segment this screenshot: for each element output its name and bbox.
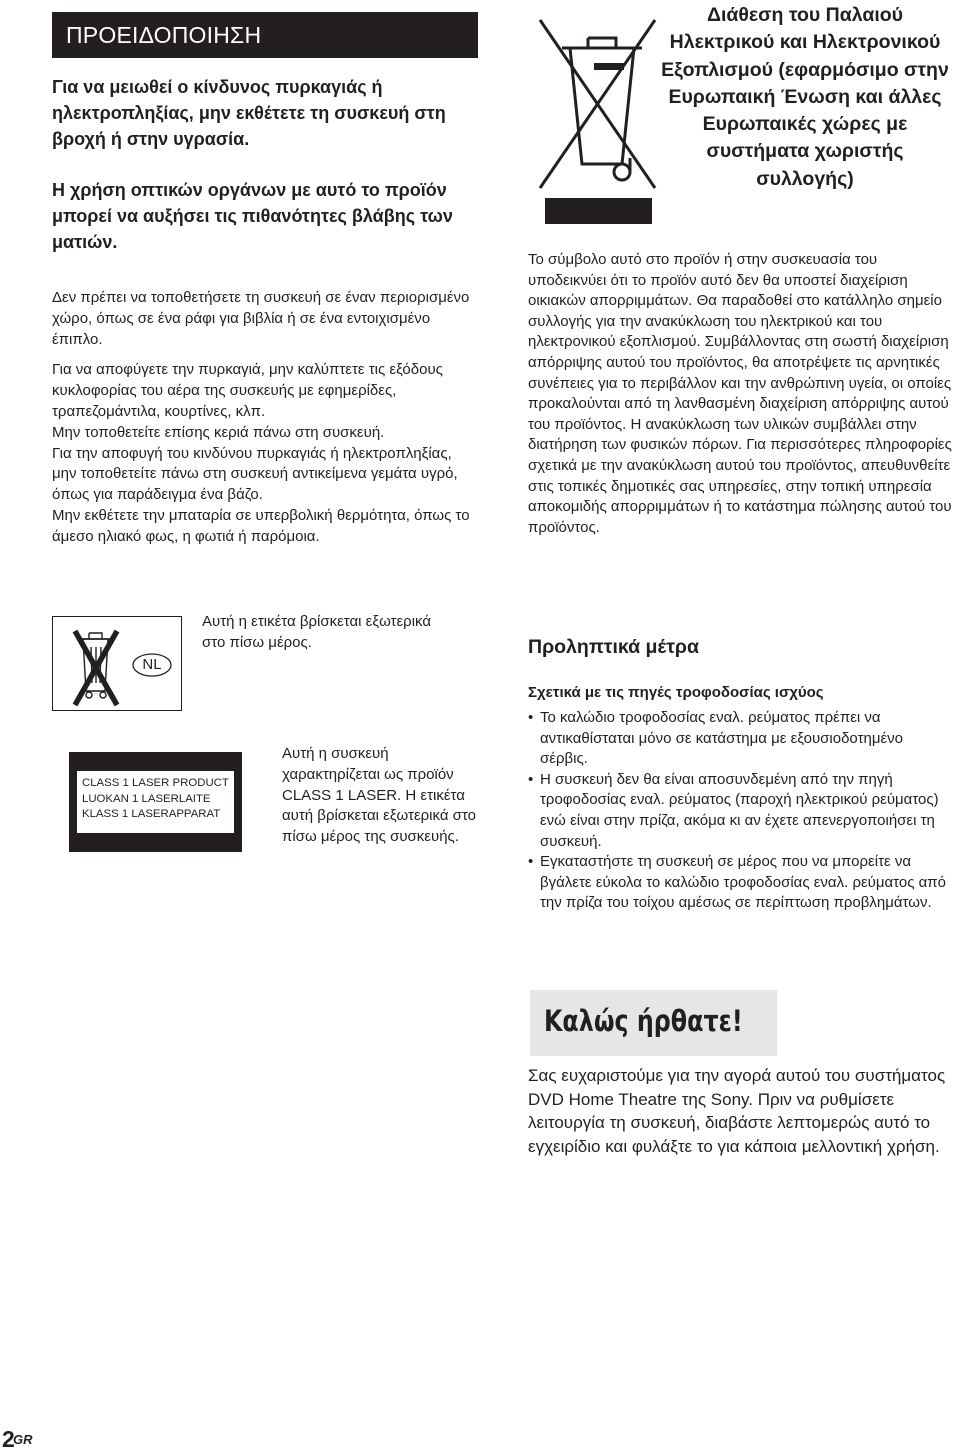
precautions-list <box>528 708 950 914</box>
precautions-title: Προληπτικά μέτρα <box>528 636 699 658</box>
laser-label-line: KLASS 1 LASERAPPARAT <box>82 808 221 820</box>
warning-bold-text <box>52 74 478 255</box>
page-number: 2 <box>2 1426 15 1452</box>
warning-paragraph: Μην τοποθετείτε επίσης κεριά πάνω στη συσκευή. <box>52 423 385 441</box>
precautions-subtitle: Σχετικά με τις πηγές τροφοδοσίας ισχύος <box>528 684 824 701</box>
warning-bold-paragraph: Για να μειωθεί ο κίνδυνος πυρκαγιάς ή ηλεκτροπληξίας, μην εκθέτετε τη συσκευή στη βροχή ή στην υγρασία. <box>52 77 446 149</box>
laser-label <box>69 752 242 852</box>
weee-body: Το σύμβολο αυτό στο προϊόν ή στην συσκευασία του υποδεικνύει ότι το προϊόν αυτό δεν θα υποστεί διαχείριση οικιακών απορριμμάτων. Θα παραδοθεί στο κατάλληλο σημείο συλλογής για την ανακύκλωση του ηλεκτρικού και του ηλεκτρονικού εξοπλισμού. Συμβάλλοντας στη σωστή διαχείριση απόρριψης αυτού του προϊόντος, θα αποτρέψετε τις αρνητικές συνέπειες για το περιβάλλον και την ανθρώπινη υγεία, οι οποίες προκαλούνται από τη λανθασμένη διαχείριση απόρριψης αυτού του προϊόντος. Η ανακύκλωση των υλικών συμβάλλει στην διατήρηση των φυσικών πόρων. Για περισσότερες πληροφορίες σχετικά με την ανακύκλωση αυτού του προϊόντος, απευθυνθείτε στις τοπικές δημοτικές σας υπηρεσίες, στην τοπική υπηρεσία αποκομιδής απορριμμάτων ή το κατάστημα πώλησης αυτού του προϊόντος. <box>528 251 952 536</box>
warning-paragraph: Για να αποφύγετε την πυρκαγιά, μην καλύπτετε τις εξόδους κυκλοφορίας του αέρα της συσκευής με εφημερίδες, τραπεζομάντιλα, κουρτίνες, κλπ. <box>52 361 443 420</box>
warning-paragraph: Μην εκθέτετε την μπαταρία σε υπερβολική θερμότητα, όπως το άμεσο ηλιακό φως, η φωτιά ή παρόμοια. <box>52 506 470 545</box>
laser-label-line: CLASS 1 LASER PRODUCT <box>82 777 229 789</box>
welcome-banner <box>530 990 777 1056</box>
warning-body-text <box>52 288 478 548</box>
page-suffix: GR <box>13 1432 33 1447</box>
list-item: • Η συσκευή δεν θα είναι αποσυνδεμένη από την πηγή τροφοδοσίας εναλ. ρεύματος (παροχή ηλεκτρικού ρεύματος) ενώ είναι στην πρίζα, ακόμα κι αν έχετε απενεργοποιήσει τη συσκευή. <box>528 770 950 852</box>
list-item: • Το καλώδιο τροφοδοσίας εναλ. ρεύματος πρέπει να αντικαθίσταται μόνο σε κατάστημα με εξουσιοδοτημένο σέρβις. <box>528 708 950 770</box>
welcome-body: Σας ευχαριστούμε για την αγορά αυτού του συστήματος DVD Home Theatre της Sony. Πριν να ρυθμίσετε λειτουργία τη συσκευή, διαβάστε λεπτομερώς αυτό το εγχειρίδιο και φυλάξτε το για κάποια μελλοντική χρήση. <box>528 1066 946 1156</box>
laser-label-caption: Αυτή η συσκευή χαρακτηρίζεται ως προϊόν CLASS 1 LASER. Η ετικέτα αυτή βρίσκεται εξωτερικά στο πίσω μέρος της συσκευής. <box>282 745 476 846</box>
battery-label-box <box>52 616 182 711</box>
warning-bold-paragraph: Η χρήση οπτικών οργάνων με αυτό το προϊόν μπορεί να αυξήσει τις πιθανότητες βλάβης των ματιών. <box>52 180 453 252</box>
warning-paragraph: Δεν πρέπει να τοποθετήσετε τη συσκευή σε έναν περιορισμένο χώρο, όπως σε ένα ράφι για βιβλία ή σε ένα εντοιχισμένο έπιπλο. <box>52 289 470 348</box>
weee-heading: Διάθεση του Παλαιού Ηλεκτρικού και Ηλεκτρονικού Εξοπλισμού (εφαρμόσιμο στην Ευρωπαική Ένωση και άλλες Ευρωπαικές χώρες με συστήματα χωριστής συλλογής) <box>661 4 949 190</box>
battery-label-caption: Αυτή η ετικέτα βρίσκεται εξωτερικά στο πίσω μέρος. <box>202 613 432 651</box>
crossed-out-wheelie-bin-icon <box>530 8 665 238</box>
warning-paragraph: Για την αποφυγή του κινδύνου πυρκαγιάς ή ηλεκτροπληξίας, μην τοποθετείτε πάνω στη συσκευή αντικείμενα γεμάτα υγρό, όπως για παράδειγμα ένα βάζο. <box>52 444 458 504</box>
list-item: • Εγκαταστήστε τη συσκευή σε μέρος που να μπορείτε να βγάλετε εύκολα το καλώδιο τροφοδοσίας εναλ. ρεύματος από την πρίζα του τοίχου αμέσως σε περίπτωση προβλημάτων. <box>528 852 950 914</box>
laser-label-line: LUOKAN 1 LASERLAITE <box>82 792 211 805</box>
warning-title: ΠΡΟΕΙΔΟΠΟΙΗΣΗ <box>52 12 478 58</box>
welcome-title: Καλώς ήρθατε! <box>544 1004 743 1038</box>
laser-label-text <box>77 771 234 833</box>
battery-badge: NL <box>142 656 162 673</box>
